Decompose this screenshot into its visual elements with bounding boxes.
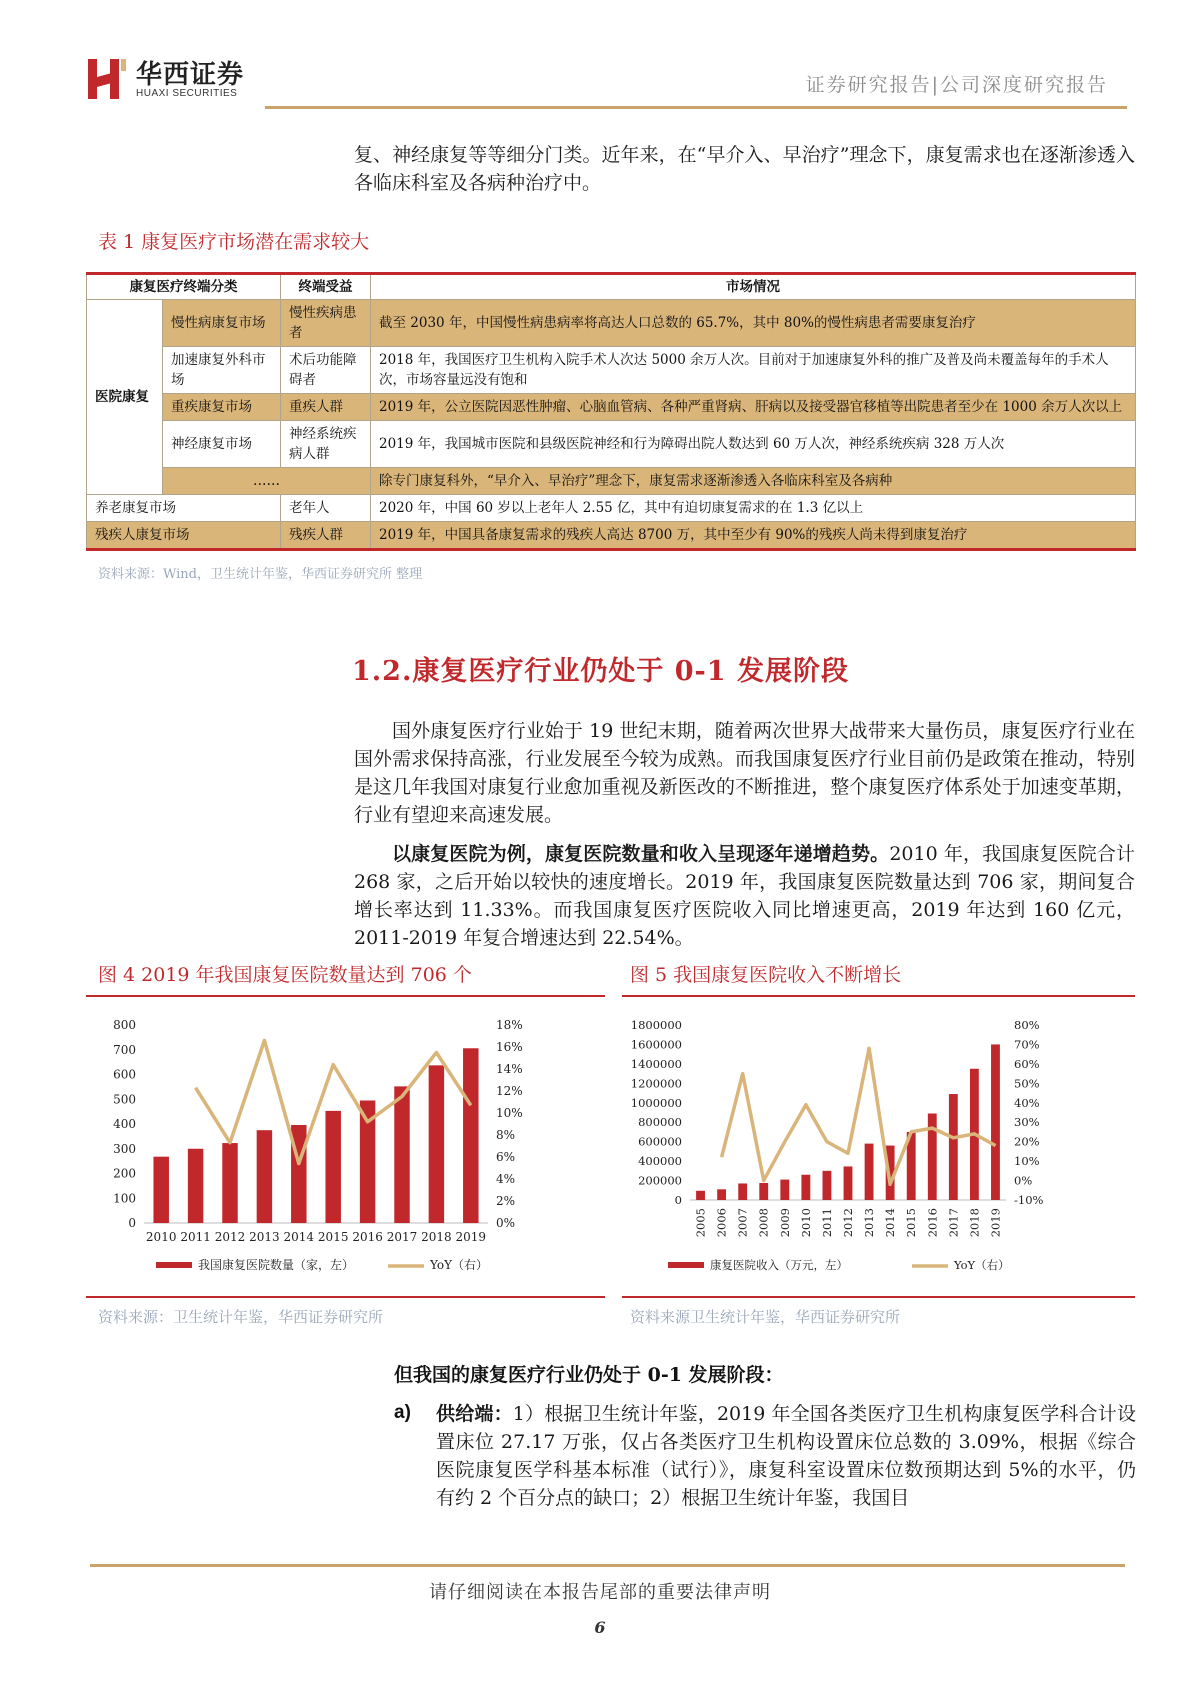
group-label: 医院康复 bbox=[87, 300, 163, 495]
page-number: 6 bbox=[594, 1618, 606, 1637]
figure-4-bottom-rule bbox=[86, 1296, 605, 1298]
legend-bar-swatch bbox=[668, 1262, 704, 1268]
paragraph-1: 国外康复医疗行业始于 19 世纪末期，随着两次世界大战带来大量伤员，康复医疗行业在国外需求保持高涨，行业发展至今较为成熟。而我国康复医疗行业目前仍是政策在推动，特别是这几年我国对康复行业愈加重视及新医改的不断推进，整个康复医疗体系处于加速变革期，行业有望迎来高速发展。 bbox=[354, 720, 1135, 826]
list-marker: a) bbox=[394, 1402, 411, 1423]
y-right-tick-label: 8% bbox=[496, 1128, 516, 1142]
report-type: 证券研究报告|公司深度研究报告 bbox=[805, 74, 1108, 96]
section-title: 1.2.康复医疗行业仍处于 0-1 发展阶段 bbox=[352, 656, 849, 687]
table-row bbox=[87, 495, 1136, 522]
cell-segment: …… bbox=[163, 468, 371, 495]
y-left-tick-label: 1800000 bbox=[630, 1018, 682, 1032]
logo-text: 华西证券 bbox=[136, 60, 245, 90]
intro-paragraph: 复、神经康复等等细分门类。近年来，在“早介入、早治疗”理念下，康复需求也在逐渐渗透入各临床科室及各病种治疗中。 bbox=[354, 144, 1135, 194]
y-left-tick-label: 800000 bbox=[638, 1115, 682, 1130]
cell-beneficiary: 重疾人群 bbox=[281, 394, 371, 421]
y-right-tick-label: 40% bbox=[1014, 1095, 1040, 1110]
cell-beneficiary: 残疾人群 bbox=[281, 522, 371, 550]
paragraph-3: 但我国的康复医疗行业仍处于 0-1 发展阶段： bbox=[394, 1364, 784, 1386]
legend-label: YoY（右） bbox=[954, 1258, 1010, 1272]
x-tick-label: 2010 bbox=[145, 1230, 177, 1244]
x-tick-label: 2013 bbox=[862, 1208, 877, 1238]
y-left-tick-label: 0 bbox=[128, 1216, 136, 1230]
cell-situation: 2019 年，中国具备康复需求的残疾人高达 8700 万，其中至少有 90%的残疾人尚未得到康复治疗 bbox=[371, 522, 1136, 550]
x-tick-label: 2005 bbox=[693, 1208, 708, 1238]
cell-situation: 截至 2030 年，中国慢性病患病率将高达人口总数的 65.7%，其中 80%的慢性病患者需要康复治疗 bbox=[371, 300, 1136, 347]
x-tick-label: 2006 bbox=[714, 1208, 729, 1238]
y-left-tick-label: 800 bbox=[113, 1018, 136, 1032]
table-row bbox=[87, 300, 1136, 347]
bar bbox=[801, 1175, 810, 1200]
footer-divider bbox=[90, 1564, 1125, 1567]
bar bbox=[949, 1094, 958, 1200]
demand-table bbox=[86, 272, 1136, 551]
list-item bbox=[436, 1400, 1136, 1512]
table-row bbox=[87, 347, 1136, 394]
cell-segment: 慢性病康复市场 bbox=[163, 300, 281, 347]
y-right-tick-label: 6% bbox=[496, 1150, 516, 1164]
cell-situation: 2020 年，中国 60 岁以上老年人 2.55 亿，其中有迫切康复需求的在 1.3 亿以上 bbox=[371, 495, 1136, 522]
x-tick-label: 2014 bbox=[283, 1230, 315, 1244]
bar bbox=[717, 1189, 726, 1200]
bar bbox=[780, 1180, 789, 1200]
x-tick-label: 2016 bbox=[925, 1208, 940, 1238]
y-left-tick-label: 400000 bbox=[638, 1154, 682, 1169]
cell-situation: 除专门康复科外，“早介入、早治疗”理念下，康复需求逐渐渗透入各临床科室及各病种 bbox=[371, 468, 1136, 495]
cell-situation: 2019 年，公立医院因恶性肿瘤、心脑血管病、各种严重肾病、肝病以及接受器官移植等出院患者至少在 1000 余万人次以上 bbox=[371, 394, 1136, 421]
table-row bbox=[87, 421, 1136, 468]
x-tick-label: 2014 bbox=[883, 1208, 898, 1238]
x-tick-label: 2008 bbox=[756, 1208, 771, 1238]
paragraph-2-lead: 以康复医院为例，康复医院数量和收入呈现逐年递增趋势。 bbox=[392, 843, 890, 865]
column-header: 市场情况 bbox=[371, 274, 1136, 300]
y-right-tick-label: 20% bbox=[1014, 1134, 1040, 1149]
cell-beneficiary: 慢性疾病患者 bbox=[281, 300, 371, 347]
y-right-tick-label: 80% bbox=[1014, 1018, 1040, 1032]
table-row bbox=[87, 468, 1136, 495]
y-right-tick-label: 0% bbox=[1014, 1173, 1033, 1188]
bar bbox=[696, 1191, 705, 1200]
x-tick-label: 2010 bbox=[798, 1208, 813, 1238]
bar bbox=[153, 1157, 168, 1223]
y-right-tick-label: 12% bbox=[496, 1084, 523, 1098]
bar bbox=[738, 1183, 747, 1200]
figure-5-chart bbox=[622, 1005, 1135, 1290]
y-right-tick-label: 16% bbox=[496, 1040, 523, 1054]
cell-beneficiary: 老年人 bbox=[281, 495, 371, 522]
column-header: 终端受益 bbox=[281, 274, 371, 300]
bar bbox=[222, 1143, 237, 1223]
x-tick-label: 2016 bbox=[352, 1230, 383, 1244]
header-divider bbox=[265, 106, 1127, 109]
bar bbox=[463, 1048, 478, 1223]
legend-label: YoY（右） bbox=[430, 1258, 489, 1272]
cell-situation: 2019 年，我国城市医院和县级医院神经和行为障碍出院人数达到 60 万人次，神经系统疾病 328 万人次 bbox=[371, 421, 1136, 468]
x-tick-label: 2018 bbox=[421, 1230, 452, 1244]
y-left-tick-label: 100 bbox=[113, 1191, 136, 1206]
figure-4-chart bbox=[86, 1005, 605, 1290]
y-left-tick-label: 0 bbox=[674, 1193, 682, 1207]
y-right-tick-label: 70% bbox=[1014, 1037, 1040, 1052]
figure-4-title: 图 4 2019 年我国康复医院数量达到 706 个 bbox=[98, 964, 472, 986]
y-left-tick-label: 500 bbox=[113, 1092, 136, 1107]
legend-bar-swatch bbox=[156, 1262, 192, 1268]
cell-segment: 重疾康复市场 bbox=[163, 394, 281, 421]
x-tick-label: 2011 bbox=[180, 1230, 211, 1244]
y-left-tick-label: 600 bbox=[113, 1067, 136, 1082]
figure-5-title: 图 5 我国康复医院收入不断增长 bbox=[630, 964, 902, 986]
bar bbox=[759, 1183, 768, 1200]
y-right-tick-label: 50% bbox=[1014, 1076, 1040, 1091]
y-right-tick-label: 60% bbox=[1014, 1056, 1040, 1071]
cell-segment: 神经康复市场 bbox=[163, 421, 281, 468]
y-right-tick-label: 2% bbox=[496, 1194, 516, 1208]
y-left-tick-label: 1000000 bbox=[630, 1095, 682, 1110]
x-tick-label: 2011 bbox=[819, 1208, 834, 1238]
figure-4-rule bbox=[86, 995, 605, 997]
cell-situation: 2018 年，我国医疗卫生机构入院手术人次达 5000 余万人次。目前对于加速康复外科的推广及普及尚未覆盖每年的手术人次，市场容量远没有饱和 bbox=[371, 347, 1136, 394]
cell-segment: 残疾人康复市场 bbox=[87, 522, 281, 550]
y-left-tick-label: 200000 bbox=[638, 1173, 682, 1188]
figure-5-rule bbox=[622, 995, 1135, 997]
list-item-text: 1）根据卫生统计年鉴，2019 年全国各类医疗卫生机构康复医学科合计设置床位 27.17 万张，仅占各类医疗卫生机构设置床位总数的 3.09%，根据《综合医院康复医学科基本标准（试行）》，康复科室设置床位数预期达到 5%的水平，仍有约 2 个百分点的缺口；2）根据卫生统计年鉴，我国目 bbox=[436, 1403, 1136, 1509]
x-tick-label: 2007 bbox=[735, 1208, 750, 1238]
table-row bbox=[87, 522, 1136, 550]
x-tick-label: 2012 bbox=[214, 1230, 246, 1244]
bar bbox=[991, 1044, 1000, 1200]
cell-segment: 加速康复外科市场 bbox=[163, 347, 281, 394]
y-left-tick-label: 1200000 bbox=[630, 1076, 682, 1091]
bar bbox=[823, 1171, 832, 1200]
table-row bbox=[87, 394, 1136, 421]
figure-4-source: 资料来源：卫生统计年鉴，华西证券研究所 bbox=[98, 1308, 384, 1326]
y-left-tick-label: 400 bbox=[113, 1117, 136, 1131]
y-right-tick-label: 0% bbox=[496, 1216, 516, 1230]
bar bbox=[429, 1065, 444, 1223]
x-tick-label: 2019 bbox=[988, 1208, 1003, 1238]
x-tick-label: 2019 bbox=[455, 1230, 487, 1244]
y-left-tick-label: 1400000 bbox=[630, 1056, 682, 1071]
table-title: 表 1 康复医疗市场潜在需求较大 bbox=[98, 231, 370, 253]
bar bbox=[325, 1111, 340, 1223]
y-right-tick-label: -10% bbox=[1014, 1193, 1044, 1207]
y-right-tick-label: 18% bbox=[496, 1018, 523, 1032]
column-header: 康复医疗终端分类 bbox=[87, 274, 281, 300]
y-right-tick-label: 30% bbox=[1014, 1115, 1040, 1130]
y-left-tick-label: 1600000 bbox=[630, 1037, 682, 1052]
y-left-tick-label: 200 bbox=[113, 1166, 136, 1181]
cell-beneficiary: 术后功能障碍者 bbox=[281, 347, 371, 394]
paragraph-2 bbox=[354, 840, 1135, 952]
y-left-tick-label: 700 bbox=[113, 1042, 136, 1057]
x-tick-label: 2009 bbox=[777, 1208, 792, 1238]
x-tick-label: 2015 bbox=[317, 1230, 349, 1244]
legend-label: 康复医院收入（万元，左） bbox=[710, 1258, 848, 1272]
bar bbox=[865, 1144, 874, 1200]
y-right-tick-label: 10% bbox=[1014, 1154, 1040, 1169]
y-right-tick-label: 14% bbox=[496, 1062, 523, 1076]
y-left-tick-label: 600000 bbox=[638, 1134, 682, 1149]
legend-label: 我国康复医院数量（家，左） bbox=[198, 1258, 355, 1272]
figure-5-bottom-rule bbox=[622, 1296, 1135, 1298]
x-tick-label: 2017 bbox=[386, 1230, 418, 1244]
logo-text-en: HUAXI SECURITIES bbox=[136, 88, 238, 99]
figure-5-source: 资料来源卫生统计年鉴，华西证券研究所 bbox=[630, 1308, 901, 1326]
footer-disclaimer: 请仔细阅读在本报告尾部的重要法律声明 bbox=[429, 1582, 771, 1603]
y-left-tick-label: 300 bbox=[113, 1141, 136, 1156]
x-tick-label: 2017 bbox=[946, 1208, 961, 1238]
y-right-tick-label: 10% bbox=[496, 1106, 523, 1120]
paragraph-2-body: 2010 年，我国康复医院合计 268 家，之后开始以较快的速度增长。2019 年，我国康复医院数量达到 706 家，期间复合增长率达到 11.33%。而我国康复医疗医院收入同比增速更高，2019 年达到 160 亿元，2011-2019 年复合增速达到 22.54%。 bbox=[354, 843, 1135, 949]
cell-beneficiary: 神经系统疾病人群 bbox=[281, 421, 371, 468]
x-tick-label: 2018 bbox=[967, 1208, 982, 1238]
bar bbox=[394, 1086, 409, 1223]
logo-icon bbox=[88, 57, 128, 101]
table-source: 资料来源：Wind，卫生统计年鉴，华西证券研究所 整理 bbox=[98, 567, 423, 582]
cell-segment: 养老康复市场 bbox=[87, 495, 281, 522]
x-tick-label: 2015 bbox=[904, 1208, 919, 1238]
bar bbox=[188, 1149, 203, 1223]
x-tick-label: 2013 bbox=[249, 1230, 280, 1244]
list-item-label: 供给端： bbox=[436, 1403, 513, 1425]
bar bbox=[844, 1166, 853, 1200]
x-tick-label: 2012 bbox=[841, 1208, 855, 1238]
bar bbox=[257, 1130, 272, 1223]
y-right-tick-label: 4% bbox=[496, 1172, 516, 1186]
